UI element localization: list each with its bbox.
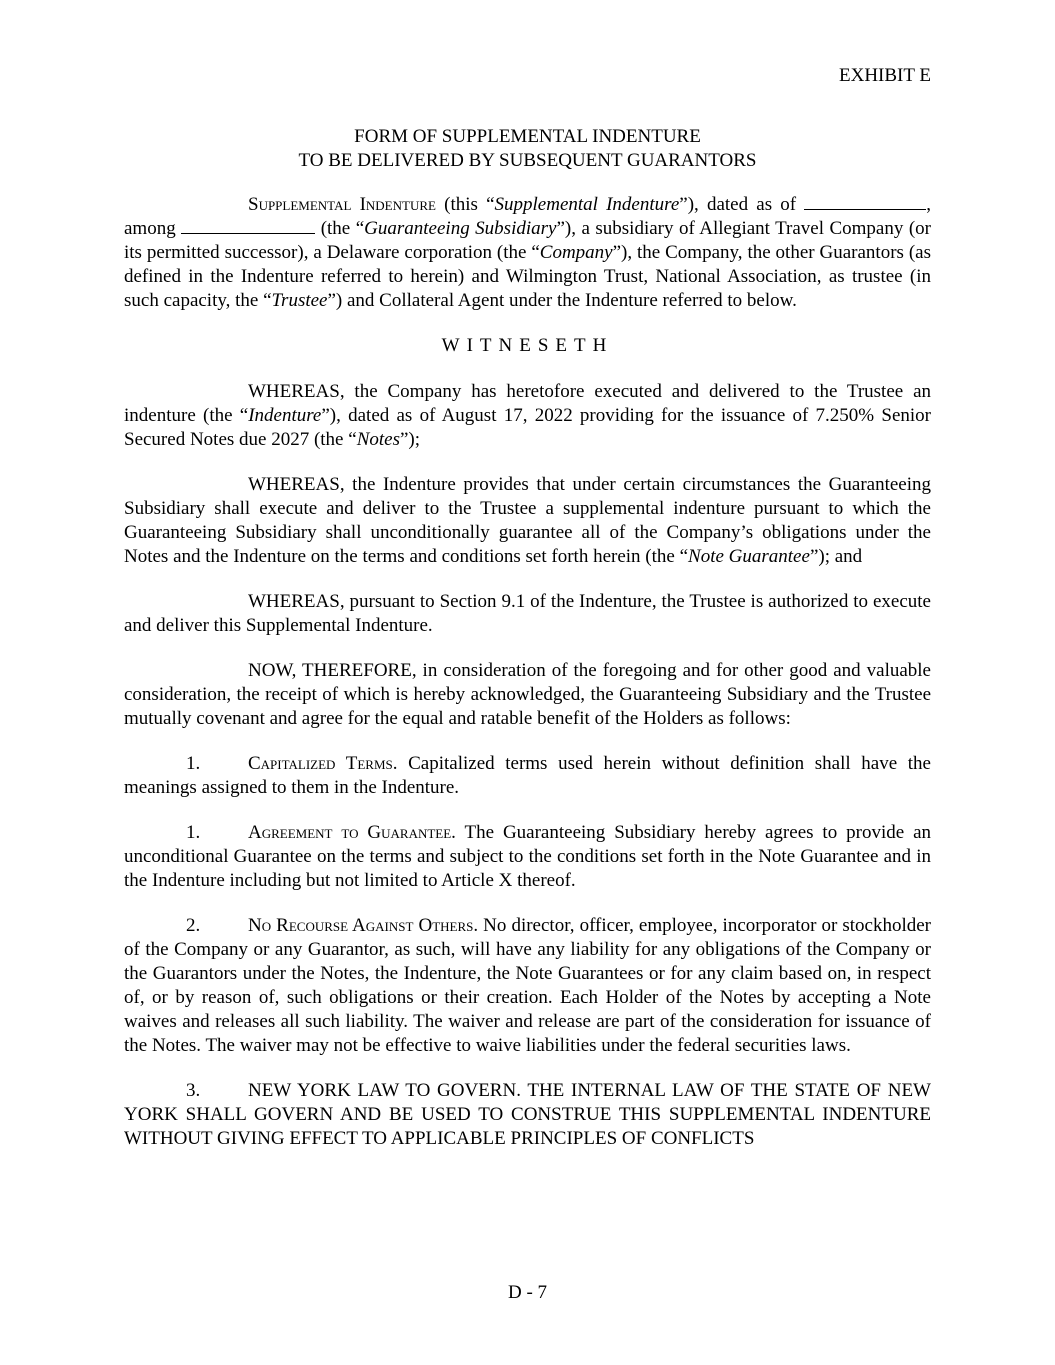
title-line-2: TO BE DELIVERED BY SUBSEQUENT GUARANTORS (298, 150, 757, 171)
intro-text-3: , among (124, 194, 932, 239)
section-heading: Agreement to Guarantee. (248, 822, 456, 843)
section-number: 3. (186, 1080, 201, 1101)
intro-text-2: ”), dated as of (679, 194, 805, 215)
subsidiary-name-blank (181, 217, 315, 234)
section-agreement-to-guarantee (124, 821, 931, 893)
title-line-1: FORM OF SUPPLEMENTAL INDENTURE (354, 126, 701, 147)
defined-term-trustee: Trustee (271, 290, 328, 311)
document-title (0, 125, 1055, 173)
page-number: D - 7 (507, 1282, 548, 1303)
section-governing-law (124, 1079, 931, 1151)
document-body (124, 193, 931, 1151)
section-heading: No Recourse Against Others. (248, 915, 479, 936)
recital-1-text-c: ”); (399, 429, 421, 450)
recital-1-text-a: WHEREAS, the Company has heretofore executed and delivered to the Trustee an indenture (the “ (124, 381, 931, 426)
intro-term: Supplemental Indenture (248, 194, 436, 215)
defined-term-note-guarantee: Note Guarantee (688, 546, 810, 567)
intro-text-5: ”), a subsidiary of Allegiant Travel Company (or its permitted successor), a Delaware corporation (the “ (124, 218, 931, 263)
intro-text-7: ”) and Collateral Agent under the Indenture referred to below. (327, 290, 797, 311)
defined-term-supplemental-indenture: Supplemental Indenture (494, 194, 680, 215)
section-number: 2. (186, 915, 201, 936)
section-number: 1. (186, 822, 201, 843)
witnesseth-heading: WITNESETH (441, 335, 614, 356)
section-capitalized-terms (124, 752, 931, 800)
intro-text-1: (this “ (435, 194, 495, 215)
recital-2 (124, 473, 931, 569)
intro-text-6: ”), the Company, the other Guarantors (as defined in the Indenture referred to herein) and Wilmington Trust, National Association, as trustee (in such capacity, the “ (124, 242, 931, 311)
intro-paragraph (124, 193, 931, 313)
date-blank (804, 193, 926, 210)
section-text: No director, officer, employee, incorporator or stockholder of the Company or any Guarantor, as such, will have any liability for any obligations of the Company or the Guarantors under the Notes, the Indenture, the Note Guarantees or for any claim based on, in respect of, or by reason of, such obligations or their creation. Each Holder of the Notes by accepting a Note waives and releases all such liability. The waiver and release are part of the consideration for issuance of the Notes. The waiver may not be effective to waive liabilities under the federal securities laws. (124, 915, 932, 1056)
intro-text-4: (the “ (315, 218, 365, 239)
recital-3: WHEREAS, pursuant to Section 9.1 of the Indenture, the Trustee is authorized to execute and deliver this Supplemental Indenture. (124, 591, 931, 636)
defined-term-notes: Notes (356, 429, 400, 450)
exhibit-label: EXHIBIT E (839, 65, 931, 86)
section-text: Capitalized terms used herein without definition shall have the meanings assigned to them in the Indenture. (124, 753, 931, 798)
defined-term-indenture: Indenture (248, 405, 322, 426)
recital-2-text-a: WHEREAS, the Indenture provides that under certain circumstances the Guaranteeing Subsidiary shall execute and deliver to the Trustee a supplemental indenture pursuant to which the Guaranteeing Subsidiary shall unconditionally guarantee all of the Company’s obligations under the Notes and the Indenture on the terms and conditions set forth herein (the “ (124, 474, 931, 567)
defined-term-guaranteeing-subsidiary: Guaranteeing Subsidiary (364, 218, 557, 239)
section-no-recourse (124, 914, 931, 1058)
section-number: 1. (186, 753, 201, 774)
defined-term-company: Company (539, 242, 613, 263)
recital-2-text-b: ”); and (809, 546, 863, 567)
recital-1-text-b: ”), dated as of August 17, 2022 providing for the issuance of 7.250% Senior Secured Notes due 2027 (the “ (124, 405, 931, 450)
section-heading: Capitalized Terms. (248, 753, 398, 774)
recital-1 (124, 380, 931, 452)
recital-4: NOW, THEREFORE, in consideration of the foregoing and for other good and valuable consideration, the receipt of which is hereby acknowledged, the Guaranteeing Subsidiary and the Trustee mutually covenant and agree for the equal and ratable benefit of the Holders as follows: (124, 660, 931, 729)
section-text: NEW YORK LAW TO GOVERN. THE INTERNAL LAW OF THE STATE OF NEW YORK SHALL GOVERN AND BE USED TO CONSTRUE THIS SUPPLEMENTAL INDENTURE WITHOUT GIVING EFFECT TO APPLICABLE PRINCIPLES OF CONFLICTS (124, 1080, 931, 1149)
section-text: The Guaranteeing Subsidiary hereby agrees to provide an unconditional Guarantee on the terms and subject to the conditions set forth in the Note Guarantee and in the Indenture including but not limited to Article X thereof. (124, 822, 932, 891)
